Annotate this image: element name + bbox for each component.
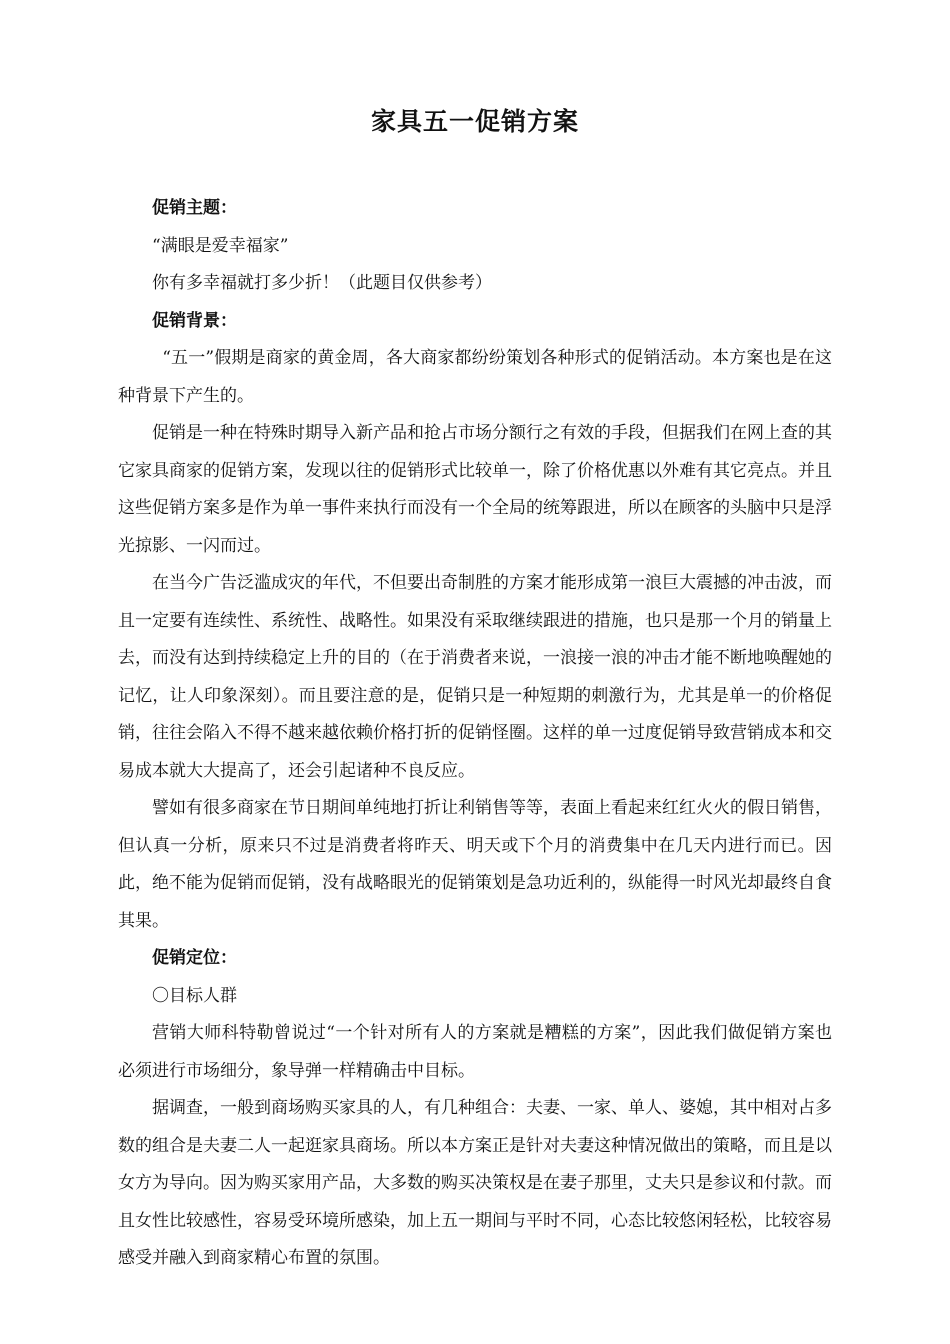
target-group-label: 〇目标人群 <box>152 985 237 1006</box>
background-heading: 促销背景： <box>152 310 237 331</box>
document-title: 家具五一促销方案 <box>370 107 579 136</box>
positioning-heading: 促销定位： <box>152 948 237 968</box>
background-paragraph-2: 促销是一种在特殊时期导入新产品和抢占市场分额行之有效的手段，但据我们在网上查的其它家具商家的促销方案，发现以往的促销形式比较单一，除了价格优惠以外难有其它亮点。并且这些促销方案多是作为单一事件来执行而没有一个全局的统筹跟进，所以在顾客的头脑中只是浮光掠影、一闪而过。 <box>118 423 832 556</box>
background-paragraph-3: 在当今广告泛滥成灾的年代，不但要出奇制胜的方案才能形成第一浪巨大震撼的冲击波，而且一定要有连续性、系统性、战略性。如果没有采取继续跟进的措施，也只是那一个月的销量上去，而没有达到持续稳定上升的目的（在于消费者来说，一浪接一浪的冲击才能不断地唤醒她的记忆，让人印象深刻）。而且要注意的是，促销只是一种短期的刺激行为，尤其是单一的价格促销，往往会陷入不得不越来越依赖价格打折的促销怪圈。这样的单一过度促销导致营销成本和交易成本就大大提高了，还会引起诸种不良反应。 <box>118 573 832 781</box>
positioning-paragraph-2: 据调查，一般到商场购买家具的人，有几种组合：夫妻、一家、单人、婆媳，其中相对占多数的组合是夫妻二人一起逛家具商场。所以本方案正是针对夫妻这种情况做出的策略，而且是以女方为导向。因为购买家用产品，大多数的购买决策权是在妻子那里，丈夫只是参议和付款。而且女性比较感性，容易受环境所感染，加上五一期间与平时不同，心态比较悠闲轻松，比较容易感受并融入到商家精心布置的氛围。 <box>118 1098 832 1268</box>
theme-heading: 促销主题： <box>152 198 237 218</box>
background-paragraph-4: 譬如有很多商家在节日期间单纯地打折让利销售等等，表面上看起来红红火火的假日销售，但认真一分析，原来只不过是消费者将昨天、明天或下个月的消费集中在几天内进行而已。因此，绝不能为促销而促销，没有战略眼光的促销策划是急功近利的，纵能得一时风光却最终自食其果。 <box>118 798 832 931</box>
background-paragraph-1: “五一”假期是商家的黄金周，各大商家都纷纷策划各种形式的促销活动。本方案也是在这种背景下产生的。 <box>118 348 832 406</box>
positioning-paragraph-1: 营销大师科特勒曾说过“一个针对所有人的方案就是糟糕的方案”，因此我们做促销方案也必须进行市场细分，象导弹一样精确击中目标。 <box>118 1023 832 1081</box>
theme-slogan: “满眼是爱幸福家” <box>152 235 289 256</box>
theme-subtitle: 你有多幸福就打多少折！（此题目仅供参考） <box>152 273 492 293</box>
